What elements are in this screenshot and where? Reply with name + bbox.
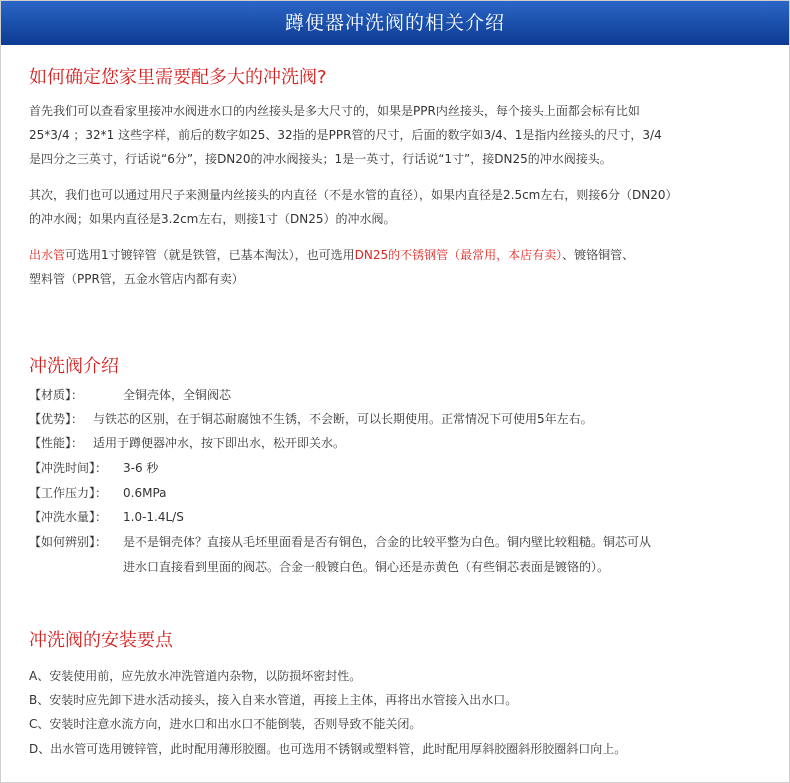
spec-continuation: 进水口直接看到里面的阀芯。合金一般镀白色。铜心还是赤黄色（有些铜芯表面是镀铬的）。 [123,560,610,574]
paragraph-line [29,243,759,267]
section-heading-intro: 冲洗阀介绍 [29,356,119,377]
spec-value: 0.6MPa [123,486,167,500]
paragraph-measure [29,183,759,231]
spec-value: 1.0-1.4L/S [123,510,184,524]
spec-row [29,458,158,478]
spec-key: 【工作压力】： [29,486,108,500]
install-item: A、安装使用前，应先放水冲洗管道内杂物，以防损坏密封性。 [29,669,362,683]
section-heading-install: 冲洗阀的安装要点 [29,630,173,651]
paragraph-line: 其次，我们也可以通过用尺子来测量内丝接头的内直径（不是水管的直径），如果内直径是2.5cm左右，则接6分（DN20） [29,188,678,202]
spec-key: 【优势】： [29,412,84,426]
spec-key: 【冲洗时间】： [29,461,108,475]
install-item: C、安装时注意水流方向，进水口和出水口不能倒装，否则导致不能关闭。 [29,717,422,731]
spec-key: 【如何辨别】： [29,535,108,549]
paragraph-outlet-pipe [29,243,759,291]
page-banner [1,1,789,45]
spec-row [29,409,593,429]
spec-row [29,507,184,527]
text-fragment: 、镀铬铜管、 [562,248,635,262]
install-item: D、出水管可选用镀锌管，此时配用薄形胶圈。也可选用不锈钢或塑料管，此时配用厚斜胶圈斜形胶圈斜口向上。 [29,742,627,756]
spec-value: 是不是铜壳体？直接从毛坯里面看是否有铜色，合金的比较平整为白色。铜内壁比较粗糙。铜芯可从 [123,535,652,549]
spec-value: 适用于蹲便器冲水，按下即出水，松开即关水。 [93,436,346,450]
spec-value: 全铜壳体，全铜阀芯 [123,388,232,402]
spec-value: 与铁芯的区别，在于铜芯耐腐蚀不生锈，不会断，可以长期使用。正常情况下可使用5年左右。 [93,412,593,426]
paragraph-line: 塑料管（PPR管，五金水管店内都有卖） [29,272,244,286]
install-item: B、安装时应先卸下进水活动接头，接入自来水管道，再接上主体，再将出水管接入出水口。 [29,693,518,707]
spec-row [29,483,167,503]
spec-key: 【材质】： [29,388,84,402]
spec-row [29,433,345,453]
paragraph-line: 的冲水阀；如果内直径是3.2cm左右，则接1寸（DN25）的冲水阀。 [29,212,396,226]
spec-key: 【冲洗水量】： [29,510,108,524]
paragraph-line: 首先我们可以查看家里接冲水阀进水口的内丝接头是多大尺寸的，如果是PPR内丝接头，每个接头上面都会标有比如 [29,104,640,118]
paragraph-line: 25*3/4 ；32*1 这些字样，前后的数字如25、32指的是PPR管的尺寸，后面的数字如3/4、1是指内丝接头的尺寸，3/4 [29,128,662,142]
paragraph-line: 是四分之三英寸，行话说“6分”，接DN20的冲水阀接头；1是一英寸，行话说“1寸”，接DN25的冲水阀接头。 [29,152,612,166]
highlight-stainless-pipe: DN25的不锈钢管（最常用，本店有卖） [354,248,563,262]
spec-row [29,385,231,405]
text-fragment: 可选用1寸镀锌管（就是铁管，已基本淘汰），也可选用 [65,248,355,262]
banner-title: 蹲便器冲洗阀的相关介绍 [284,12,505,34]
highlight-outlet-pipe: 出水管 [29,248,66,262]
paragraph-ppr-joint [29,99,759,171]
spec-value: 3-6 秒 [123,461,159,475]
spec-key: 【性能】： [29,436,84,450]
spec-row [29,532,651,552]
section-heading-size: 如何确定您家里需要配多大的冲洗阀? [29,67,327,88]
